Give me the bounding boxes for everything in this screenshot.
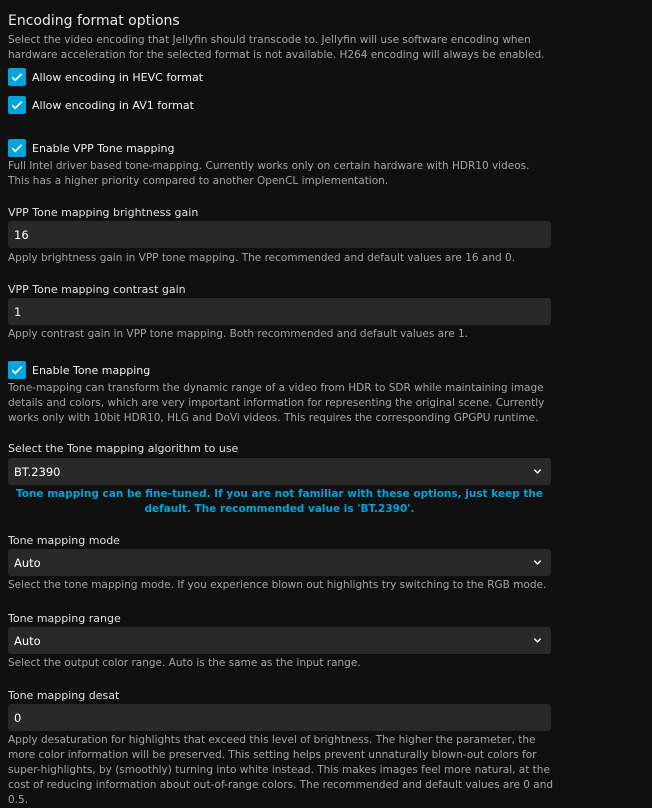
check-icon bbox=[10, 141, 24, 155]
mode-select[interactable] bbox=[8, 549, 551, 576]
desat-label: Tone mapping desat bbox=[8, 689, 120, 702]
chevron-down-icon bbox=[532, 635, 543, 646]
vpp-checkbox-label: Enable VPP Tone mapping bbox=[32, 141, 175, 155]
range-select[interactable] bbox=[8, 627, 551, 654]
mode-label: Tone mapping mode bbox=[8, 534, 120, 547]
chevron-down-icon bbox=[532, 466, 543, 477]
vpp-contrast-label: VPP Tone mapping contrast gain bbox=[8, 283, 186, 296]
algorithm-hint: Tone mapping can be fine-tuned. If you are not familiar with these options, just keep the default. The recommended value is 'BT.2390'. bbox=[15, 488, 544, 515]
vpp-contrast-value: 1 bbox=[14, 304, 22, 319]
check-icon bbox=[10, 363, 24, 377]
hevc-checkbox[interactable] bbox=[8, 68, 26, 86]
section-description: Select the video encoding that Jellyfin should transcode to. Jellyfin will use software encoding when hardware acceleration for the selected format is not available. H264 encoding will always be enabled. bbox=[8, 34, 545, 61]
hevc-checkbox-row[interactable] bbox=[8, 68, 203, 86]
check-icon bbox=[10, 98, 24, 112]
av1-checkbox-label: Allow encoding in AV1 format bbox=[32, 98, 194, 112]
desat-help: Apply desaturation for highlights that exceed this level of brightness. The higher the parameter, the more color information will be preserved. This setting helps prevent unnaturally blown-out colors for super-highlights, by (smoothly) turning into white instead. This makes images feel more natural, at the cost of reducing information about out-of-range colors. The recommended and default values are 0 and 0.5. bbox=[8, 734, 554, 806]
range-value: Auto bbox=[14, 633, 41, 648]
range-help: Select the output color range. Auto is the same as the input range. bbox=[8, 657, 361, 669]
vpp-checkbox[interactable] bbox=[8, 139, 26, 157]
section-title: Encoding format options bbox=[8, 13, 180, 29]
av1-checkbox[interactable] bbox=[8, 96, 26, 114]
vpp-checkbox-row[interactable] bbox=[8, 139, 175, 157]
algorithm-select[interactable] bbox=[8, 458, 551, 485]
vpp-contrast-input[interactable] bbox=[8, 298, 551, 325]
chevron-down-icon bbox=[532, 557, 543, 568]
desat-value: 0 bbox=[14, 710, 22, 725]
algorithm-label: Select the Tone mapping algorithm to use bbox=[8, 442, 239, 455]
hevc-checkbox-label: Allow encoding in HEVC format bbox=[32, 70, 204, 84]
av1-checkbox-row[interactable] bbox=[8, 96, 194, 114]
vpp-brightness-value: 16 bbox=[14, 227, 29, 242]
tonemap-description: Tone-mapping can transform the dynamic range of a video from HDR to SDR while maintaining image details and colors, which are very important information for representing the original scene. Currently works only with 10bit HDR10, HLG and DoVi videos. This requires the corresponding GPGPU runtime. bbox=[8, 382, 545, 424]
vpp-brightness-input[interactable] bbox=[8, 221, 551, 248]
vpp-contrast-help: Apply contrast gain in VPP tone mapping. Both recommended and default values are 1. bbox=[8, 328, 469, 340]
tonemap-checkbox[interactable] bbox=[8, 361, 26, 379]
tonemap-checkbox-label: Enable Tone mapping bbox=[32, 363, 151, 377]
desat-input[interactable] bbox=[8, 704, 551, 731]
vpp-description: Full Intel driver based tone-mapping. Currently works only on certain hardware with HDR10 videos. This has a higher priority compared to another OpenCL implementation. bbox=[8, 160, 530, 187]
check-icon bbox=[10, 70, 24, 84]
vpp-brightness-label: VPP Tone mapping brightness gain bbox=[8, 206, 199, 219]
mode-help: Select the tone mapping mode. If you experience blown out highlights try switching to the RGB mode. bbox=[8, 579, 547, 591]
vpp-brightness-help: Apply brightness gain in VPP tone mapping. The recommended and default values are 16 and 0. bbox=[8, 252, 516, 264]
mode-value: Auto bbox=[14, 555, 41, 570]
tonemap-checkbox-row[interactable] bbox=[8, 361, 150, 379]
algorithm-value: BT.2390 bbox=[14, 464, 61, 479]
range-label: Tone mapping range bbox=[8, 612, 121, 625]
